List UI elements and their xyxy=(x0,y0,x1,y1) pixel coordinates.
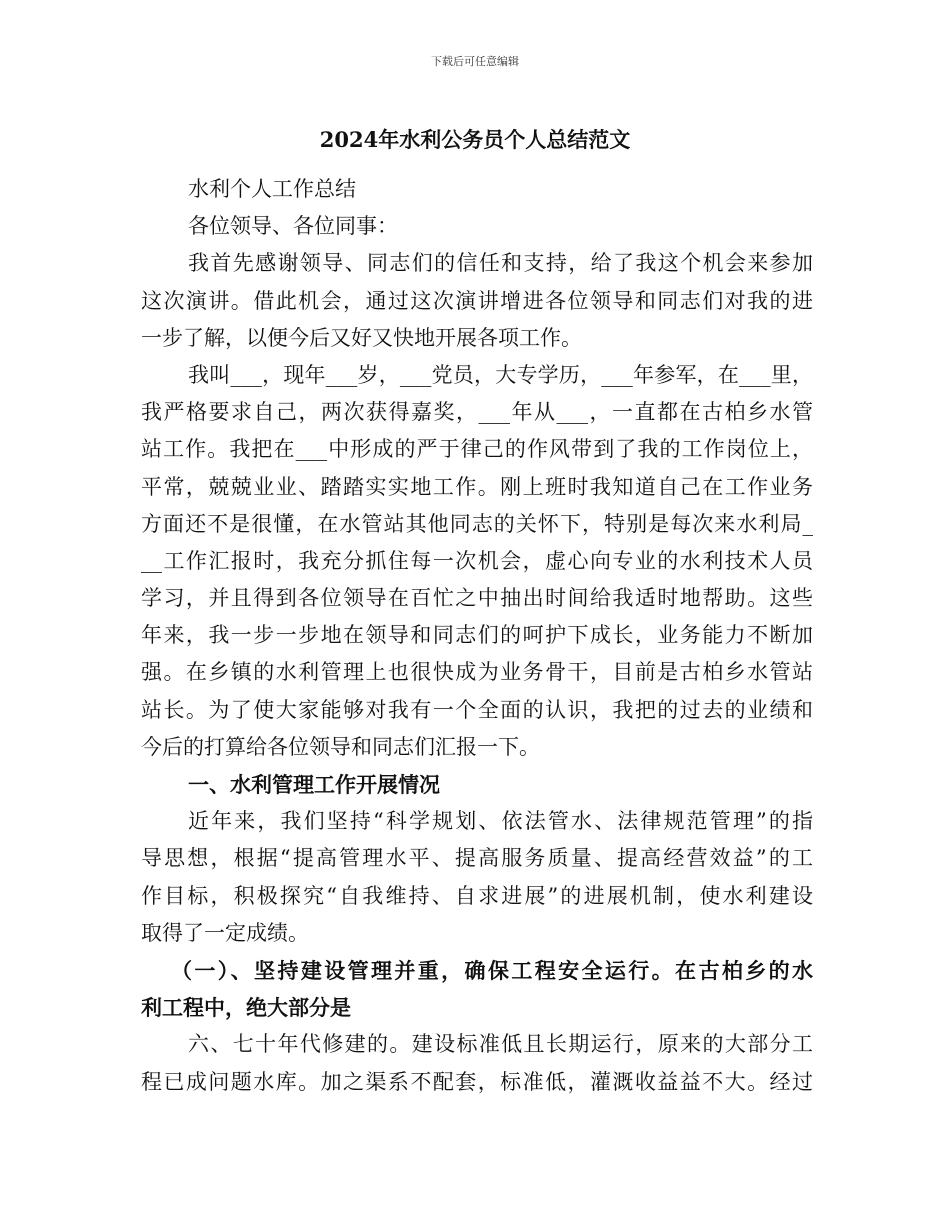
paragraph-line: 站工作。我把在___中形成的严于律己的作风带到了我的工作岗位上， xyxy=(141,437,813,462)
paragraph-line: 导思想，根据“提高管理水平、提高服务质量、提高经营效益”的工 xyxy=(141,846,813,871)
paragraph-line: 程已成问题水库。加之渠系不配套，标准低，灌溉收益益不大。经过 xyxy=(141,1069,813,1094)
header-note: 下载后可任意编辑 xyxy=(431,55,519,68)
paragraph-line: 平常，兢兢业业、踏踏实实地工作。刚上班时我知道自己在工作业务 xyxy=(141,474,813,499)
paragraph-line: 我叫___，现年___岁，___党员，大专学历，___年参军，在___里， xyxy=(188,362,813,387)
subsection-heading: （一）、坚持建设管理并重，确保工程安全运行。在古柏乡的水 xyxy=(171,957,813,983)
paragraph-line: 这次演讲。借此机会，通过这次演讲增进各位领导和同志们对我的进 xyxy=(141,288,813,313)
paragraph-line: 强。在乡镇的水利管理上也很快成为业务骨干，目前是古柏乡水管站 xyxy=(141,660,813,685)
paragraph-line: 年来，我一步一步地在领导和同志们的呵护下成长，业务能力不断加 xyxy=(141,623,813,648)
paragraph-line: 近年来，我们坚持“科学规划、依法管水、法律规范管理”的指 xyxy=(188,809,813,834)
paragraph-line: 六、七十年代修建的。建设标准低且长期运行，原来的大部分工 xyxy=(188,1032,813,1057)
paragraph-line: 一步了解，以便今后又好又快地开展各项工作。 xyxy=(141,325,582,350)
paragraph-line: 取得了一定成绩。 xyxy=(141,920,309,945)
paragraph-line: 学习，并且得到各位领导在百忙之中抽出时间给我适时地帮助。这些 xyxy=(141,586,813,611)
paragraph-line: 我严格要求自己，两次获得嘉奖，___年从___，一直都在古柏乡水管 xyxy=(141,400,813,425)
subsection-heading-continued: 利工程中，绝大部分是 xyxy=(141,995,351,1021)
paragraph-line: 水利个人工作总结 xyxy=(188,177,356,201)
section-heading: 一、水利管理工作开展情况 xyxy=(188,772,440,797)
paragraph-line: 作目标，积极探究“自我维持、自求进展”的进展机制，使水利建设 xyxy=(141,883,813,908)
paragraph-line: __工作汇报时，我充分抓住每一次机会，虚心向专业的水利技术人员 xyxy=(141,548,813,573)
document-body xyxy=(141,171,813,1101)
paragraph-line: 各位领导、各位同事： xyxy=(188,214,398,239)
paragraph-line: 站长。为了使大家能够对我有一个全面的认识，我把的过去的业绩和 xyxy=(141,697,813,722)
document-title: 2024年水利公务员个人总结范文 xyxy=(319,127,631,152)
paragraph-line: 今后的打算给各位领导和同志们汇报一下。 xyxy=(141,734,540,759)
paragraph-line: 方面还不是很懂，在水管站其他同志的关怀下，特别是每次来水利局_ xyxy=(141,511,813,536)
paragraph-line: 我首先感谢领导、同志们的信任和支持，给了我这个机会来参加 xyxy=(188,251,813,276)
